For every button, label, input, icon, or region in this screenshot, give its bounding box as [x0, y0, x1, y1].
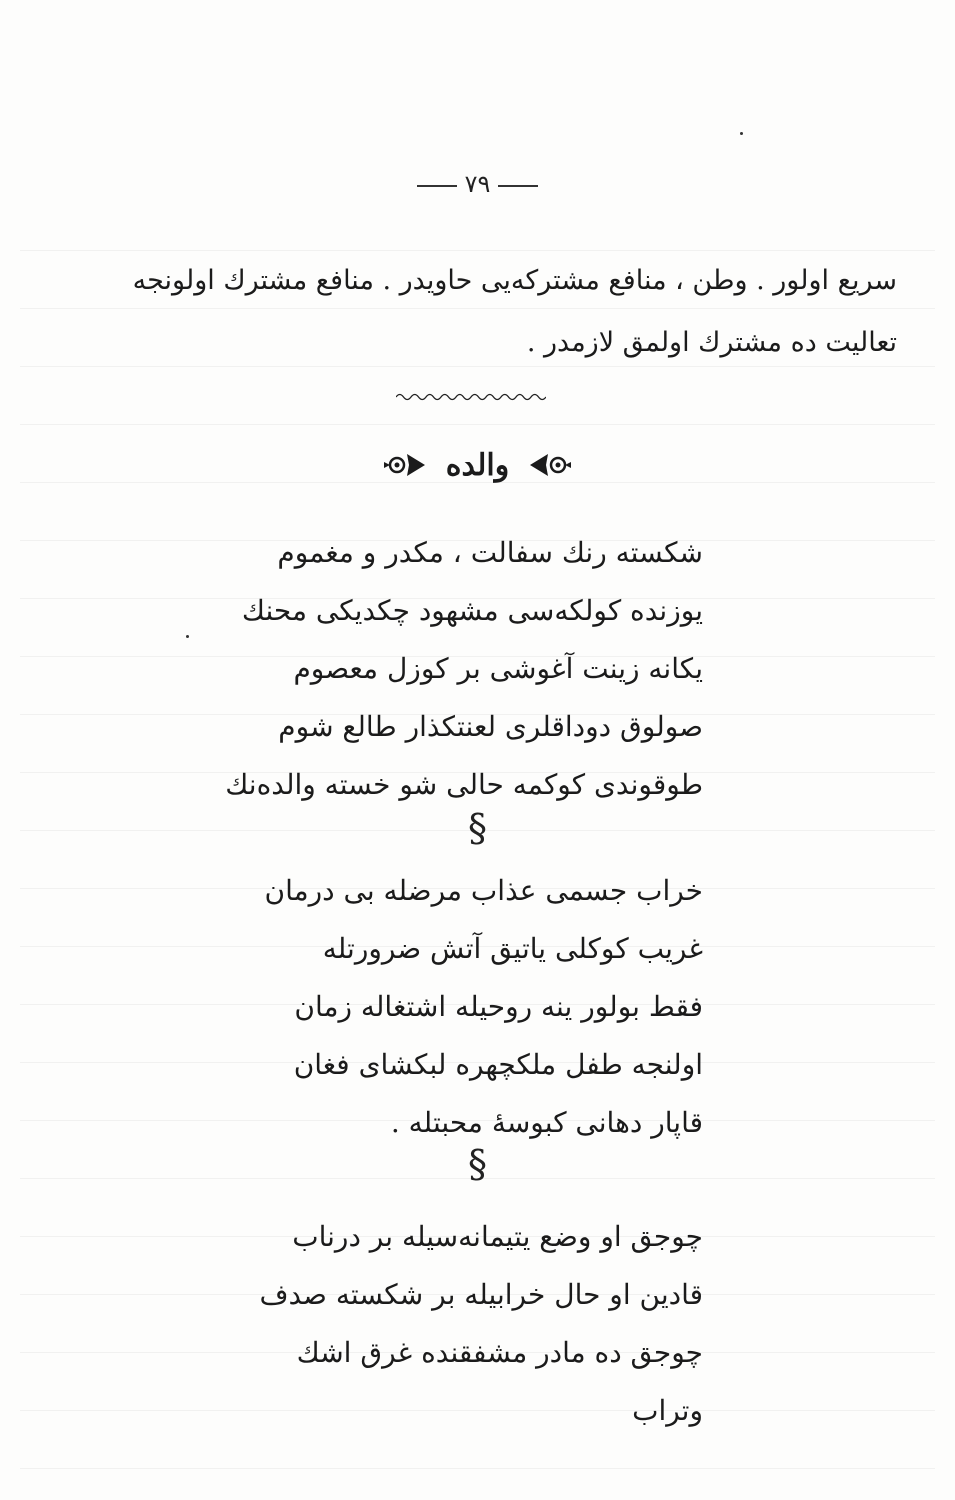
verse-line: چوجق او وضع يتيمانه‌سيله بر درناب [292, 1220, 703, 1253]
verse-line: صولوق دوداقلری لعنتكذار طالع شوم [278, 710, 703, 743]
verse-line: قادين او حال خرابيله بر شكسته صدف [259, 1278, 703, 1311]
verse-line: شكسته رنك سفالت ، مكدر و مغموم [277, 536, 703, 569]
ink-speck [186, 635, 189, 638]
section-mark: § [468, 1142, 487, 1186]
page-number-text: ٧٩ [464, 170, 491, 198]
page-number [0, 170, 955, 198]
stanza-1 [225, 524, 703, 814]
prose-line: سريع اولور . وطن ، منافع مشتركه‌يی حاويدر . منافع مشترك اولونجه [132, 265, 897, 296]
poem-title: والده [445, 447, 510, 483]
verse-line: چوجق ده مادر مشفقنده غرق اشك [296, 1336, 703, 1369]
right-fleuron-icon [528, 450, 572, 480]
page-number-dash-left [417, 185, 457, 187]
wavy-separator-rule [396, 392, 546, 402]
verse-line: وتراب [632, 1394, 703, 1427]
left-fleuron-icon [383, 450, 427, 480]
stanza-3 [243, 1208, 703, 1440]
verse-line: فقط بولور ينه روحيله اشتغاله زمان [294, 990, 703, 1023]
verse-line: غريب كوكلی ياتيق آتش ضرورتله [322, 932, 703, 965]
verse-line: طوقوندی كوكمه حالی شو خسته والده‌نك [225, 768, 703, 801]
page-number-dash-right [498, 185, 538, 187]
verse-line: اولنجه طفل ملكچهره لبكشای فغان [293, 1048, 703, 1081]
prose-line: تعاليت ده مشترك اولمق لازمدر . [526, 327, 897, 358]
verse-line: خراب جسمی عذاب مرضله بی درمان [264, 874, 703, 907]
verse-line: يوزنده كولكه‌سی مشهود چكديكی محنك [241, 594, 703, 627]
prose-paragraph [57, 250, 897, 374]
ink-speck [740, 132, 743, 135]
stanza-2 [243, 862, 703, 1152]
verse-line: يكانه زينت آغوشی بر كوزل معصوم [293, 652, 703, 685]
poem-title-row [0, 446, 955, 496]
verse-line: قاپار دهانی كبوسهٔ محبتله . [390, 1106, 703, 1139]
section-mark: § [468, 806, 487, 850]
